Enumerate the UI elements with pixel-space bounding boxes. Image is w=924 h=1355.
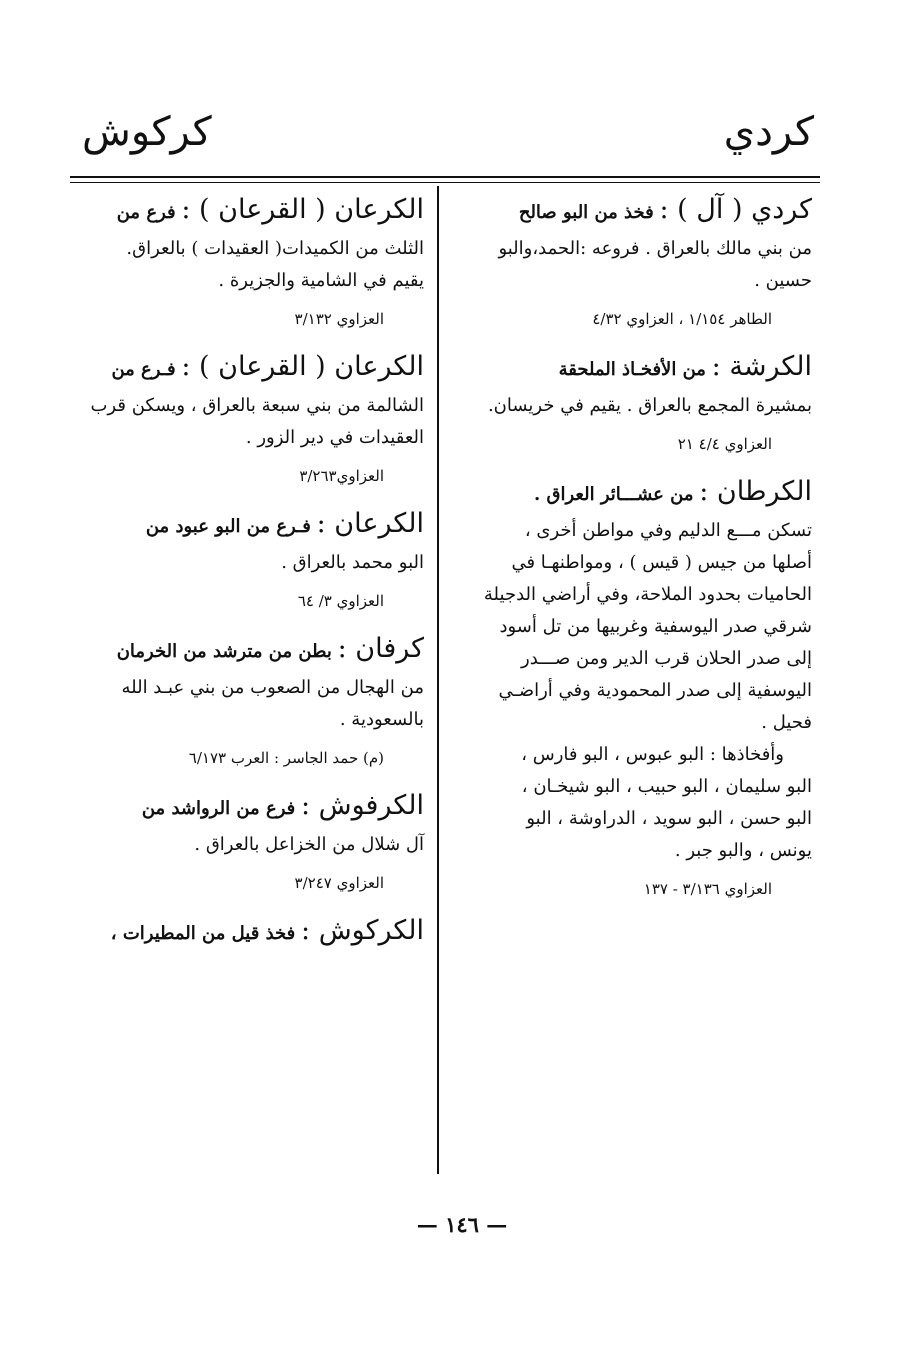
entry-text: فخذ قيل من المطيرات ، — [110, 923, 296, 944]
entry-line: الثلث من الكميدات( العقيدات ) بالعراق. — [126, 238, 424, 259]
entry-line: حسين . — [754, 270, 812, 291]
entry-line: شرقي صدر اليوسفية وغربيها من تل أسود — [499, 616, 812, 637]
entry — [82, 504, 424, 617]
entry-line: فحيل . — [761, 712, 812, 733]
entry-line: أصلها من جيس ( قيس ) ، ومواطنهـا في — [511, 552, 812, 573]
entry — [82, 347, 424, 492]
entry-line: الحاميات بحدود الملاحة، وفي أراضي الدجيلة — [483, 584, 812, 605]
entry-text: فرع من الرواشد من — [141, 798, 296, 819]
page-number: — ١٤٦ — — [416, 1212, 508, 1237]
entry-reference: العزاوي ٤/٤ ٢١ — [677, 435, 772, 453]
entry-headword: الكرعان ( القرعان ) : — [181, 194, 424, 225]
entry-text: من الأفخـاذ الملحقة — [558, 359, 706, 380]
entry-headword: كردي ( آل ) : — [659, 194, 812, 225]
entry-line: آل شلال من الخزاعل بالعراق . — [194, 834, 424, 855]
entry-line: اليوسفية إلى صدر المحمودية وفي أراضـي — [498, 680, 812, 701]
entry-headword: الكركوش : — [301, 915, 424, 946]
left-column — [82, 190, 424, 954]
entry-line: يقيم في الشامية والجزيرة . — [218, 270, 424, 291]
entry-headword: كرفان : — [337, 633, 424, 664]
entry-line: يونس ، والبو جبر . — [674, 840, 812, 861]
entry-line: البو حسن ، البو سويد ، الدراوشة ، البو — [526, 808, 812, 829]
entry-text: من عشـــائر العراق . — [533, 484, 694, 505]
entry — [460, 472, 812, 905]
entry-text: بطن من مترشد من الخرمان — [116, 641, 332, 662]
entry-headword: الكرعان ( القرعان ) : — [181, 351, 424, 382]
entry-reference: العزاوي٣/٢٦٣ — [299, 467, 384, 485]
entry-text: فخذ من البو صالح — [518, 202, 654, 223]
entry-line: بالسعودية . — [339, 709, 424, 730]
header-rule-thick — [70, 176, 820, 178]
running-head-right: كردي — [723, 109, 814, 155]
entry — [82, 911, 424, 954]
entry-line: من بني مالك بالعراق . فروعه :الحمد،والبو — [498, 238, 812, 259]
entry-line: تسكن مـــع الدليم وفي مواطن أخرى ، — [524, 520, 812, 541]
running-head-left: كركوش — [82, 109, 212, 155]
entry-headword: الكرفوش : — [300, 790, 424, 821]
entry-text: فـرع من — [111, 359, 176, 380]
entry-headword: الكرشة : — [711, 351, 812, 382]
entry-line: البو محمد بالعراق . — [281, 552, 424, 573]
entry-headword: الكرطان : — [699, 476, 812, 507]
entry-reference: العزاوي ٣/١٣٦ - ١٣٧ — [643, 880, 772, 898]
entry — [82, 786, 424, 899]
entry-text: فرع من — [116, 202, 176, 223]
entry — [460, 190, 812, 335]
entry — [82, 629, 424, 774]
header-rule-thin — [70, 182, 820, 183]
entry-line: الشالمة من بني سبعة بالعراق ، ويسكن قرب — [90, 395, 424, 416]
entry-reference: العزاوي ٣/١٣٢ — [294, 310, 384, 328]
entry-reference: العزاوي ٣/ ٦٤ — [297, 592, 384, 610]
entry-reference: الطاهر ١/١٥٤ ، العزاوي ٤/٣٢ — [592, 310, 772, 328]
entry — [82, 190, 424, 335]
entry-text: فـرع من البو عبود من — [145, 516, 311, 537]
entry-reference: العزاوي ٣/٢٤٧ — [294, 874, 384, 892]
entry-line: البو سليمان ، البو حبيب ، البو شيخـان ، — [521, 776, 812, 797]
right-column — [460, 190, 812, 917]
entry-headword: الكرعان : — [316, 508, 424, 539]
entry-line: العقيدات في دير الزور . — [245, 427, 424, 448]
entry-line: بمشيرة المجمع بالعراق . يقيم في خريسان. — [487, 395, 812, 416]
entry-reference: (م) حمد الجاسر : العرب ٦/١٧٣ — [188, 749, 384, 767]
entry-line: وأفخاذها : البو عبوس ، البو فارس ، — [521, 744, 784, 765]
column-divider — [437, 186, 439, 1174]
entry-line: إلى صدر الحلان قرب الدير ومن صـــدر — [521, 648, 812, 669]
entry-line: من الهجال من الصعوب من بني عبـد الله — [121, 677, 424, 698]
entry — [460, 347, 812, 460]
